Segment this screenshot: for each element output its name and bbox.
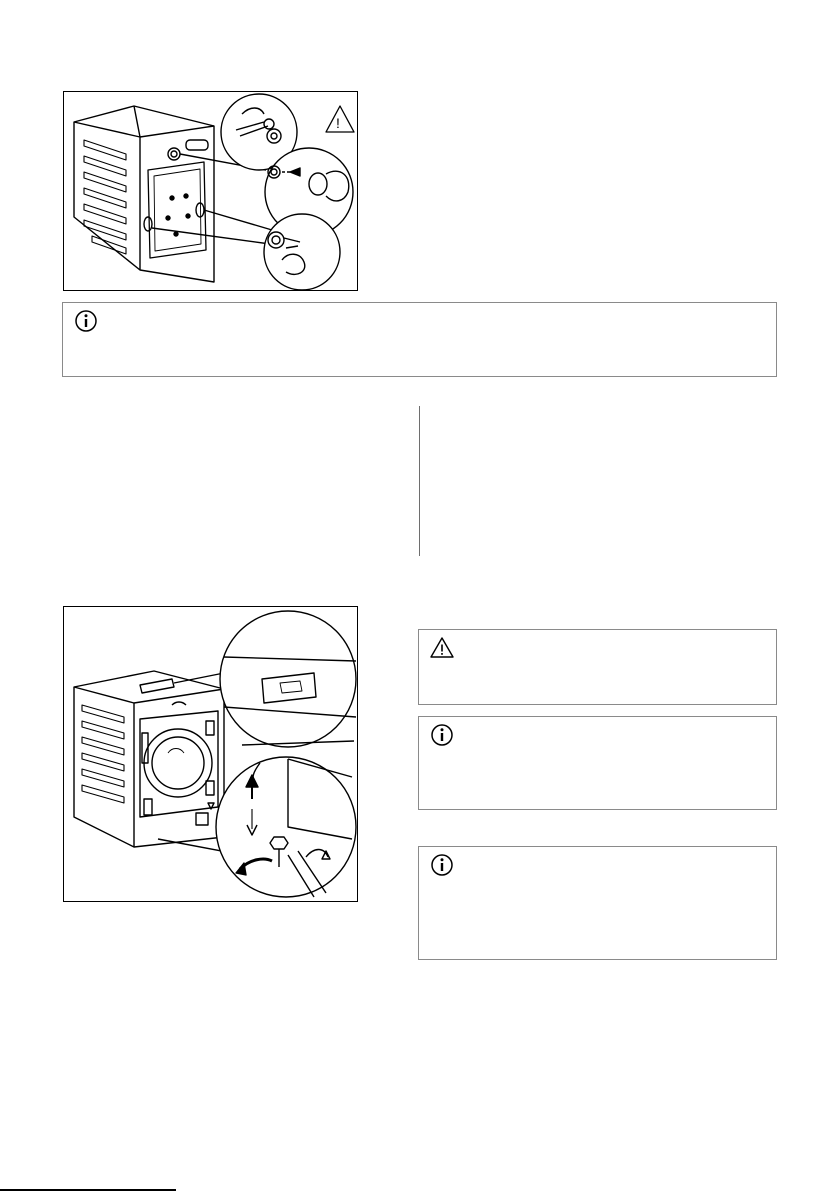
info-notice-wide [62,302,777,377]
warning-notice [418,629,777,705]
column-divider [419,406,420,556]
warning-icon [430,636,454,660]
info-notice-right-1 [418,716,777,810]
page-bottom-edge [0,1189,176,1191]
washing-machine-leveling-illustration [64,607,358,902]
rear-transit-bolts-figure [63,91,358,291]
info-icon [74,309,98,333]
washing-machine-rear-illustration [64,92,358,291]
svg-text:!: ! [336,115,340,131]
leveling-figure [63,606,358,902]
info-icon [430,723,454,747]
info-icon [430,853,454,877]
info-notice-right-2 [418,846,777,960]
